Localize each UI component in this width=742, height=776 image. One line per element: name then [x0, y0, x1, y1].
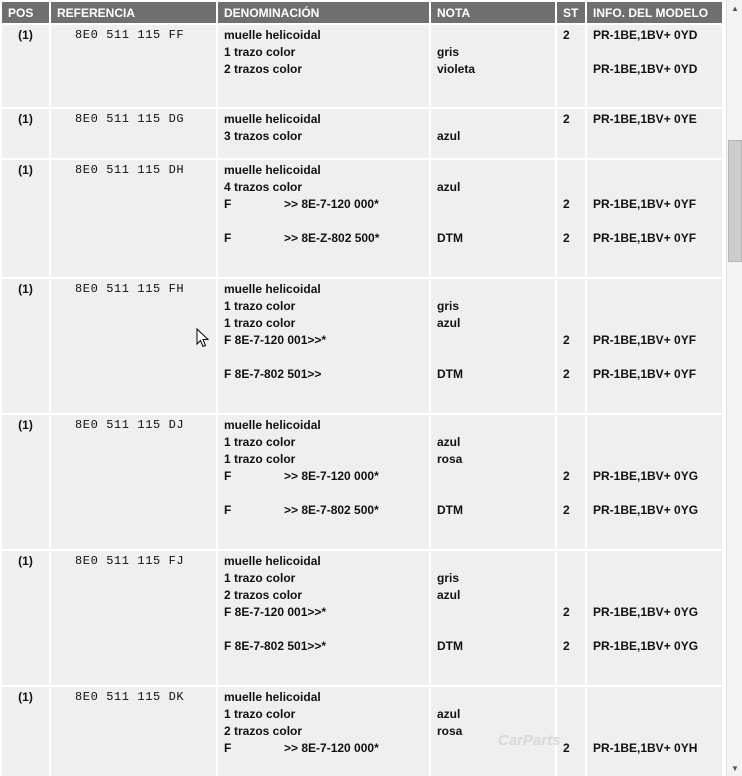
cell-spacer — [593, 417, 716, 468]
fitting-line — [224, 638, 423, 672]
cell-st — [557, 25, 585, 107]
cell-referencia — [51, 415, 216, 549]
cell-pos — [2, 415, 49, 549]
model-info: PR-1BE,1BV+ 0YF — [593, 231, 697, 245]
fitting-flag: F — [224, 197, 232, 211]
nota-line — [437, 196, 549, 230]
cell-pos — [2, 25, 49, 107]
cell-referencia — [51, 25, 216, 107]
model-info: PR-1BE,1BV+ 0YH — [593, 741, 698, 755]
fitting-flag: F — [224, 503, 232, 517]
fitting-flag: F — [224, 469, 232, 483]
nota-line — [437, 332, 549, 366]
cell-denominacion — [218, 25, 429, 107]
cell-info-modelo — [587, 160, 722, 277]
part-reference: 8E0 511 115 DK — [75, 690, 185, 704]
model-info: PR-1BE,1BV+ 0YF — [593, 367, 697, 381]
st-value: 2 — [563, 367, 570, 381]
cell-denominacion — [218, 109, 429, 158]
nota-line — [437, 689, 549, 706]
denominacion-line: 1 trazo color — [224, 707, 296, 721]
cell-spacer — [593, 162, 716, 196]
st-value: 2 — [563, 639, 570, 653]
st-value: 2 — [563, 605, 570, 619]
cell-st — [557, 687, 585, 776]
col-header-st[interactable]: ST — [557, 2, 585, 23]
denominacion-line: muelle helicoidal — [224, 690, 321, 704]
nota-line — [437, 162, 549, 179]
cell-st — [557, 109, 585, 158]
st-value: 2 — [563, 333, 570, 347]
part-reference: 8E0 511 115 FH — [75, 282, 185, 296]
cell-denominacion — [218, 687, 429, 776]
part-reference: 8E0 511 115 FF — [75, 28, 185, 42]
table-row[interactable] — [2, 551, 722, 685]
cell-denominacion — [218, 551, 429, 685]
fitting-reference: >> 8E-Z-802 500* — [284, 231, 380, 245]
nota-line: DTM — [437, 503, 463, 517]
denominacion-line: 1 trazo color — [224, 299, 296, 313]
pos-value: (1) — [18, 112, 33, 126]
pos-value: (1) — [18, 690, 33, 704]
fitting-line — [224, 366, 423, 400]
st-value: 2 — [563, 469, 570, 483]
nota-line: rosa — [437, 724, 463, 738]
fitting-text: F 8E-7-802 501>> — [224, 367, 322, 381]
model-info: PR-1BE,1BV+ 0YE — [593, 112, 697, 126]
nota-line: DTM — [437, 639, 463, 653]
cell-spacer — [563, 162, 579, 196]
fitting-line — [224, 604, 423, 638]
cell-pos — [2, 551, 49, 685]
table-row[interactable] — [2, 415, 722, 549]
cell-pos — [2, 279, 49, 413]
cell-spacer — [593, 553, 716, 604]
nota-line: azul — [437, 129, 461, 143]
part-reference: 8E0 511 115 DH — [75, 163, 185, 177]
denominacion-line: muelle helicoidal — [224, 418, 321, 432]
model-info: PR-1BE,1BV+ 0YD — [593, 28, 698, 42]
nota-line — [437, 604, 549, 638]
pos-value: (1) — [18, 28, 33, 42]
nota-line — [437, 417, 549, 434]
fitting-flag: F — [224, 231, 232, 245]
nota-line: DTM — [437, 367, 463, 381]
fitting-line — [224, 502, 423, 536]
model-info: PR-1BE,1BV+ 0YG — [593, 469, 699, 483]
nota-line: azul — [437, 316, 461, 330]
denominacion-line: muelle helicoidal — [224, 282, 321, 296]
cell-spacer — [563, 417, 579, 468]
cell-st — [557, 160, 585, 277]
denominacion-line: 2 trazos color — [224, 62, 303, 76]
nota-line — [437, 111, 549, 128]
nota-line: violeta — [437, 62, 476, 76]
cell-nota — [431, 551, 555, 685]
model-info: PR-1BE,1BV+ 0YF — [593, 197, 697, 211]
scrollbar-thumb[interactable] — [728, 140, 742, 262]
cell-spacer — [563, 553, 579, 604]
part-reference: 8E0 511 115 DG — [75, 112, 185, 126]
table-row[interactable] — [2, 160, 722, 277]
cell-nota — [431, 415, 555, 549]
cell-spacer — [593, 689, 716, 740]
fitting-reference: >> 8E-7-802 500* — [284, 503, 379, 517]
col-header-info-modelo[interactable]: INFO. DEL MODELO — [587, 2, 722, 23]
cell-info-modelo — [587, 687, 722, 776]
cell-nota — [431, 279, 555, 413]
nota-line: azul — [437, 588, 461, 602]
cell-st — [557, 551, 585, 685]
fitting-reference: >> 8E-7-120 000* — [284, 197, 379, 211]
table-row[interactable] — [2, 25, 722, 107]
cell-pos — [2, 160, 49, 277]
fitting-line — [224, 468, 423, 502]
cell-st — [557, 415, 585, 549]
table-row[interactable] — [2, 109, 722, 158]
pos-value: (1) — [18, 554, 33, 568]
vertical-scrollbar[interactable] — [726, 0, 742, 776]
nota-line: azul — [437, 435, 461, 449]
nota-line — [437, 281, 549, 298]
cell-spacer — [563, 689, 579, 740]
st-value: 2 — [563, 197, 570, 211]
fitting-text: F 8E-7-802 501>>* — [224, 639, 327, 653]
denominacion-line: 1 trazo color — [224, 45, 296, 59]
cell-nota — [431, 25, 555, 107]
cell-referencia — [51, 551, 216, 685]
denominacion-line: 1 trazo color — [224, 571, 296, 585]
cell-st — [557, 279, 585, 413]
cell-referencia — [51, 687, 216, 776]
denominacion-line: 1 trazo color — [224, 452, 296, 466]
nota-line — [437, 468, 549, 502]
model-info: PR-1BE,1BV+ 0YD — [593, 62, 698, 76]
fitting-text: F 8E-7-120 001>>* — [224, 333, 327, 347]
cell-denominacion — [218, 279, 429, 413]
part-reference: 8E0 511 115 DJ — [75, 418, 185, 432]
fitting-line — [224, 740, 423, 774]
st-value: 2 — [563, 741, 570, 755]
cell-denominacion — [218, 415, 429, 549]
nota-line: gris — [437, 299, 460, 313]
denominacion-line: muelle helicoidal — [224, 112, 321, 126]
nota-line: DTM — [437, 231, 463, 245]
part-reference: 8E0 511 115 FJ — [75, 554, 185, 568]
fitting-text: F 8E-7-120 001>>* — [224, 605, 327, 619]
pos-value: (1) — [18, 418, 33, 432]
denominacion-line: 3 trazos color — [224, 129, 303, 143]
cell-referencia — [51, 279, 216, 413]
st-value: 2 — [563, 503, 570, 517]
table-row[interactable] — [2, 687, 722, 776]
nota-line: azul — [437, 180, 461, 194]
denominacion-line: muelle helicoidal — [224, 28, 321, 42]
cell-nota — [431, 160, 555, 277]
nota-line: azul — [437, 707, 461, 721]
denominacion-line: 1 trazo color — [224, 435, 296, 449]
cell-info-modelo — [587, 25, 722, 107]
model-info: PR-1BE,1BV+ 0YG — [593, 605, 699, 619]
pos-value: (1) — [18, 163, 33, 177]
st-value: 2 — [563, 231, 570, 245]
st-value: 2 — [563, 28, 570, 42]
model-info: PR-1BE,1BV+ 0YG — [593, 503, 699, 517]
cell-nota — [431, 109, 555, 158]
nota-line: gris — [437, 571, 460, 585]
mouse-pointer-icon — [196, 328, 210, 348]
cell-spacer — [593, 281, 716, 332]
nota-line: rosa — [437, 452, 463, 466]
model-info: PR-1BE,1BV+ 0YG — [593, 639, 699, 653]
st-value: 2 — [563, 112, 570, 126]
fitting-reference: >> 8E-7-120 000* — [284, 741, 379, 755]
fitting-line — [224, 332, 423, 366]
table-row[interactable] — [2, 279, 722, 413]
cell-pos — [2, 687, 49, 776]
nota-line: gris — [437, 45, 460, 59]
nota-line — [437, 553, 549, 570]
fitting-reference: >> 8E-7-120 000* — [284, 469, 379, 483]
denominacion-line: muelle helicoidal — [224, 554, 321, 568]
model-info: PR-1BE,1BV+ 0YF — [593, 333, 697, 347]
fitting-line — [224, 230, 423, 264]
pos-value: (1) — [18, 282, 33, 296]
denominacion-line: 4 trazos color — [224, 180, 303, 194]
col-header-denominacion[interactable]: DENOMINACIÓN — [218, 2, 429, 23]
denominacion-line: muelle helicoidal — [224, 163, 321, 177]
cell-denominacion — [218, 160, 429, 277]
cell-spacer — [563, 281, 579, 332]
col-header-pos[interactable]: POS — [2, 2, 49, 23]
cell-referencia — [51, 109, 216, 158]
cell-info-modelo — [587, 279, 722, 413]
watermark-logo: CarParts — [498, 732, 561, 749]
denominacion-line: 2 trazos color — [224, 724, 303, 738]
cell-info-modelo — [587, 109, 722, 158]
scroll-up-arrow-icon[interactable]: ▲ — [727, 0, 742, 16]
table-header-row — [2, 2, 722, 23]
scroll-down-arrow-icon[interactable]: ▼ — [727, 760, 742, 776]
cell-pos — [2, 109, 49, 158]
denominacion-line: 1 trazo color — [224, 316, 296, 330]
col-header-nota[interactable]: NOTA — [431, 2, 555, 23]
nota-line — [437, 27, 549, 44]
fitting-flag: F — [224, 741, 232, 755]
denominacion-line: 2 trazos color — [224, 588, 303, 602]
cell-info-modelo — [587, 415, 722, 549]
col-header-referencia[interactable]: REFERENCIA — [51, 2, 216, 23]
cell-referencia — [51, 160, 216, 277]
fitting-line — [224, 196, 423, 230]
cell-info-modelo — [587, 551, 722, 685]
